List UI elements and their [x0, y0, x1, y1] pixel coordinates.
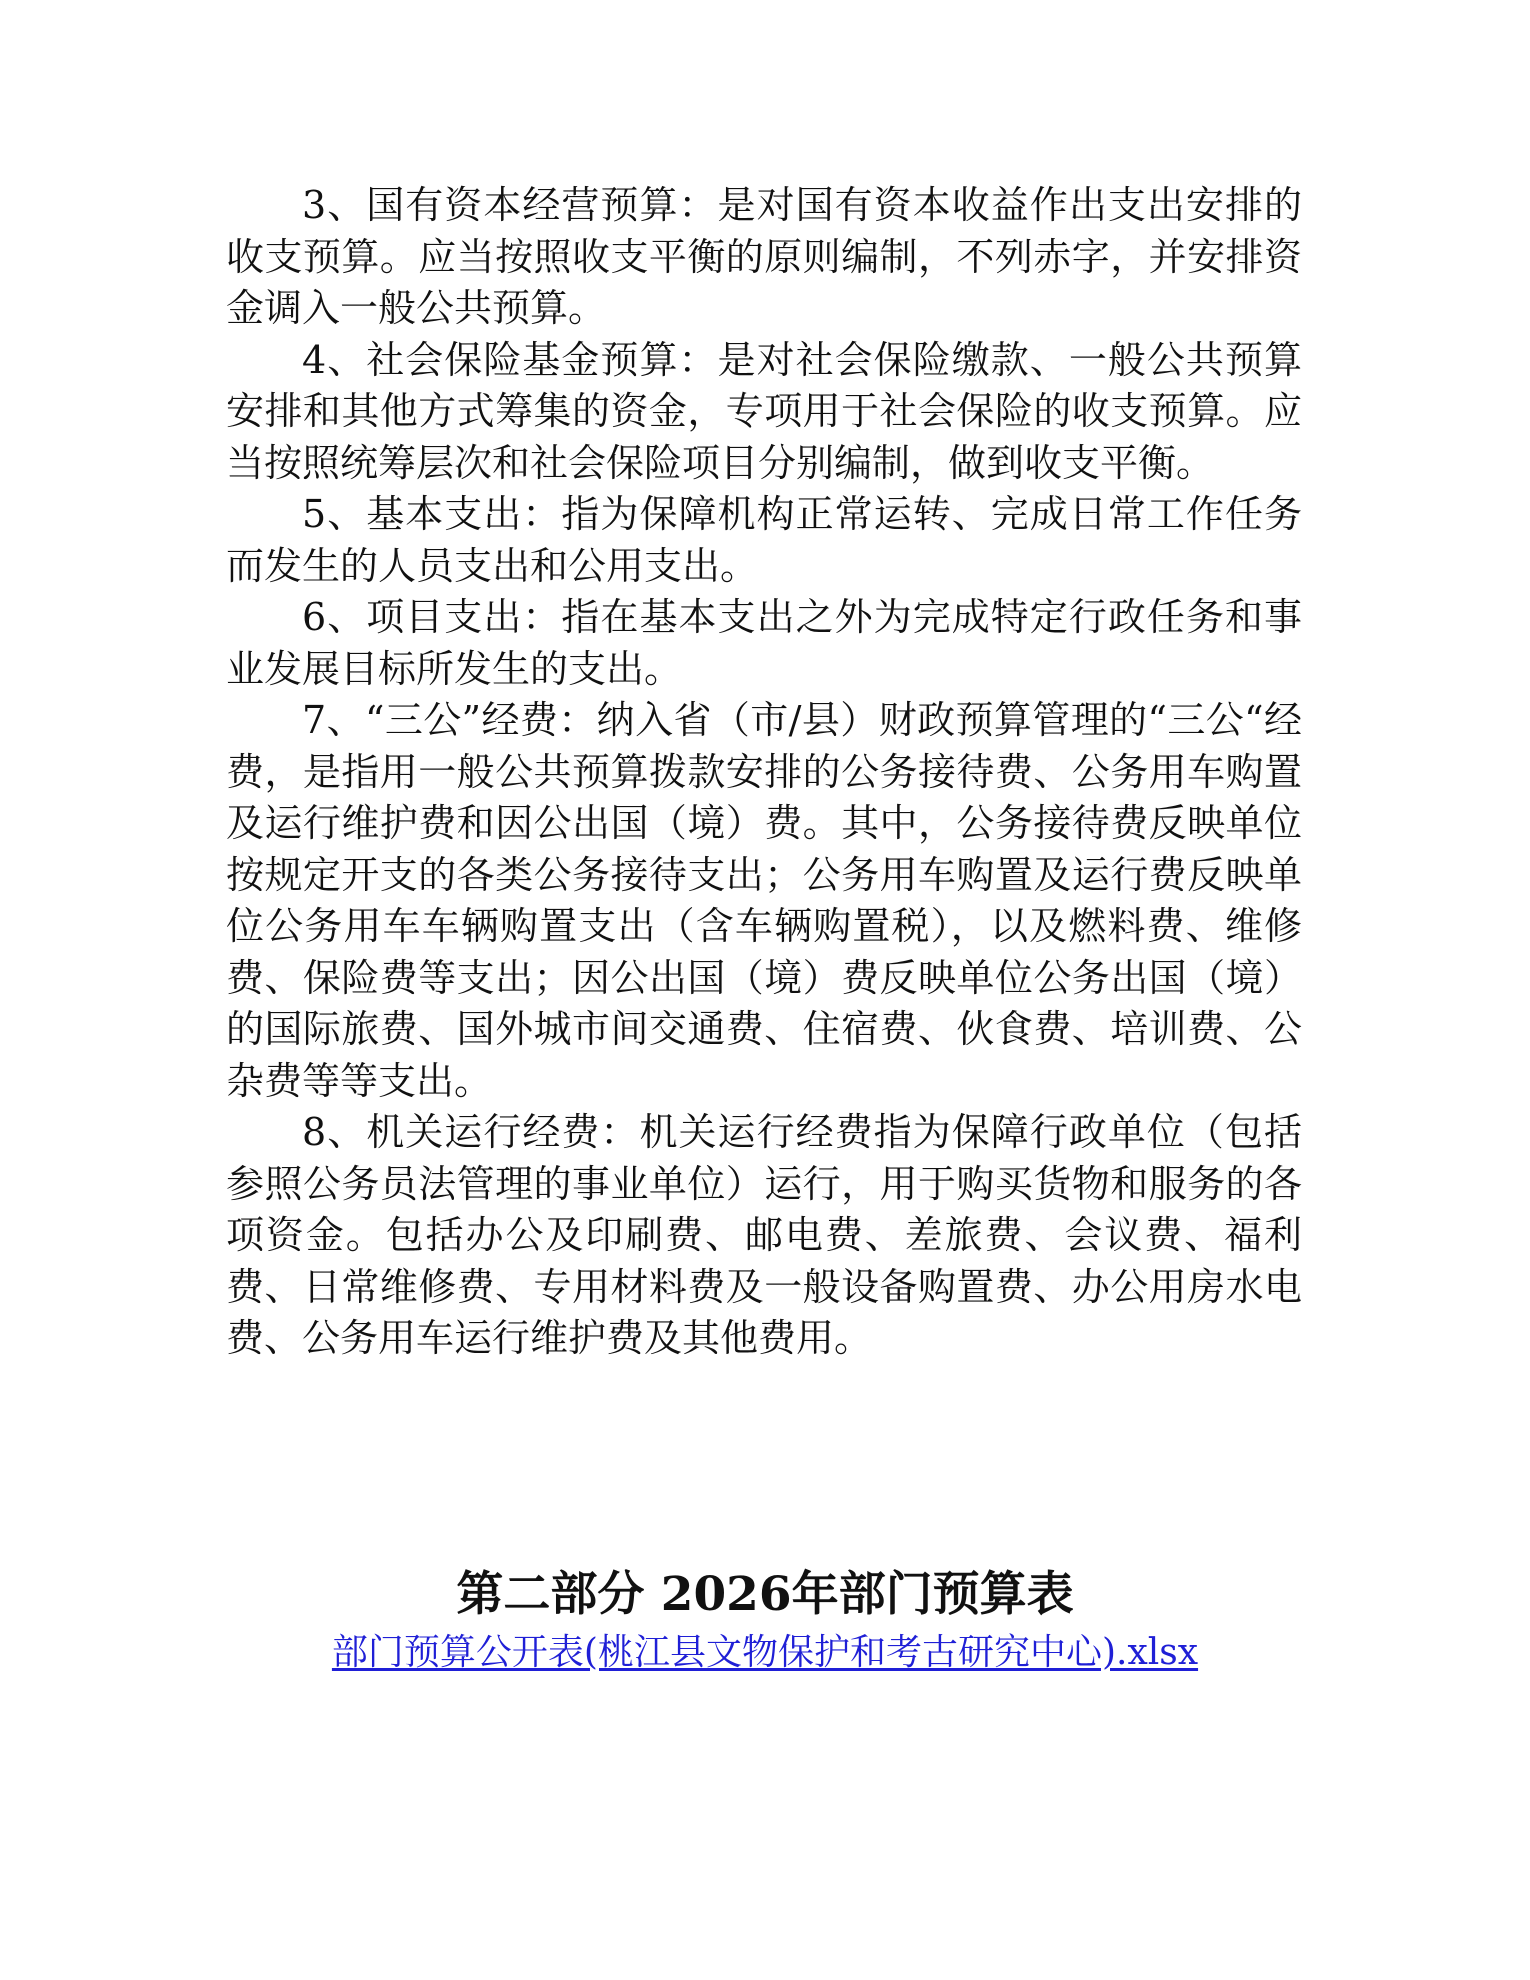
paragraph-basic-expenditure: 5、基本支出：指为保障机构正常运转、完成日常工作任务而发生的人员支出和公用支出。 — [226, 492, 1302, 588]
section-heading: 第二部分 2026年部门预算表 — [456, 1567, 1074, 1622]
attachment-link[interactable]: 部门预算公开表(桃江县文物保护和考古研究中心).xlsx — [331, 1632, 1199, 1673]
paragraph-social-insurance-budget: 4、社会保险基金预算：是对社会保险缴款、一般公共预算安排和其他方式筹集的资金，专项用于社会保险的收支预算。应当按照统筹层次和社会保险项目分别编制，做到收支平衡。 — [226, 337, 1302, 485]
paragraph-project-expenditure: 6、项目支出：指在基本支出之外为完成特定行政任务和事业发展目标所发生的支出。 — [226, 595, 1302, 691]
paragraph-three-public-expenses: 7、“三公”经费：纳入省（市/县）财政预算管理的“三公“经费，是指用一般公共预算拨款安排的公务接待费、公务用车购置及运行维护费和因公出国（境）费。其中，公务接待费反映单位按规定开支的各类公务接待支出；公务用车购置及运行费反映单位公务用车车辆购置支出（含车辆购置税），以及燃料费、维修费、保险费等支出；因公出国（境）费反映单位公务出国（境）的国际旅费、国外城市间交通费、住宿费、伙食费、培训费、公杂费等等支出。 — [226, 698, 1302, 1103]
paragraph-state-capital-budget: 3、国有资本经营预算：是对国有资本收益作出支出安排的收支预算。应当按照收支平衡的原则编制，不列赤字，并安排资金调入一般公共预算。 — [226, 183, 1302, 330]
paragraph-agency-operating-expenses: 8、机关运行经费：机关运行经费指为保障行政单位（包括参照公务员法管理的事业单位）运行，用于购买货物和服务的各项资金。包括办公及印刷费、邮电费、差旅费、会议费、福利费、日常维修费、专用材料费及一般设备购置费、办公用房水电费、公务用车运行维护费及其他费用。 — [226, 1110, 1302, 1360]
body-text — [226, 180, 1302, 1365]
attachment-link-container — [0, 1628, 1530, 1678]
